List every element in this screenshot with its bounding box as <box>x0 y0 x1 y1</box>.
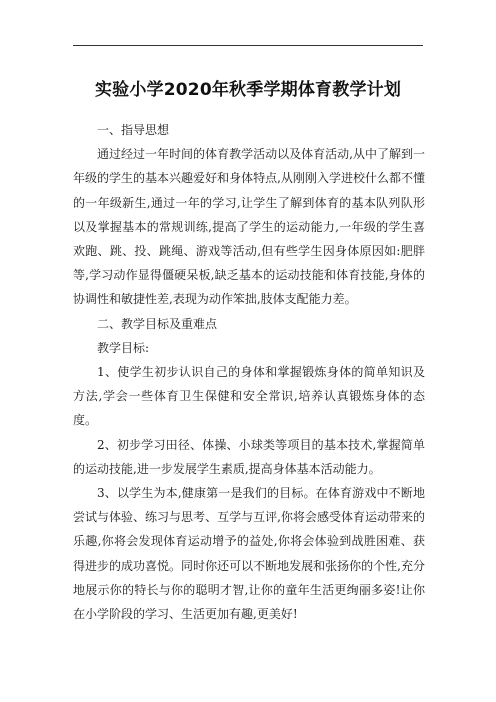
goal-item-1: 1、使学生初步认识自己的身体和掌握锻炼身体的简单知识及方法,学会一些体育卫生保健和安全常识,培养认真锻炼身体的态度。 <box>73 365 425 428</box>
section-heading-goals: 二、教学目标及重难点 <box>97 316 218 331</box>
goal-item-3: 3、以学生为本,健康第一是我们的目标。在体育游戏中不断地尝试与体验、练习与思考、互学与互评,你将会感受体育运动带来的乐趣,你将会发现体育运动增予的益处,你将会体验到战胜困难、获得进步的成功喜悦。同时你还可以不断地发展和张扬你的个性,充分地展示你的特长与你的聪明才智,让你的童年生活更绚丽多姿!让你在小学阶段的学习、生活更加有趣,更美好! <box>73 486 425 622</box>
document-title: 实验小学2020年秋季学期体育教学计划 <box>94 80 402 100</box>
section-heading-guiding-ideology: 一、指导思想 <box>97 123 170 137</box>
goal-item-2: 2、初步学习田径、体操、小球类等项目的基本技术,掌握简单的运动技能,进一步发展学生素质,提高身体基本活动能力。 <box>73 437 425 476</box>
paragraph-guiding-ideology: 通过经过一年时间的体育教学活动以及体育活动,从中了解到一年级的学生的基本兴趣爱好和身体特点,从刚刚入学进校什么都不懂的一年级新生,通过一年的学习,让学生了解到体育的基本队列队形以及掌握基本的常规训练,提高了学生的运动能力,一年级的学生喜欢跑、跳、投、跳绳、游戏等活动,但有些学生因身体原因如:肥胖等,学习动作显得僵硬呆板,缺乏基本的运动技能和体育技能,身体的协调性和敏捷性差,表现为动作笨拙,肢体支配能力差。 <box>73 147 425 307</box>
document-body <box>73 118 425 626</box>
header-rule <box>73 45 423 46</box>
subheading-teaching-goals: 教学目标: <box>97 340 150 355</box>
